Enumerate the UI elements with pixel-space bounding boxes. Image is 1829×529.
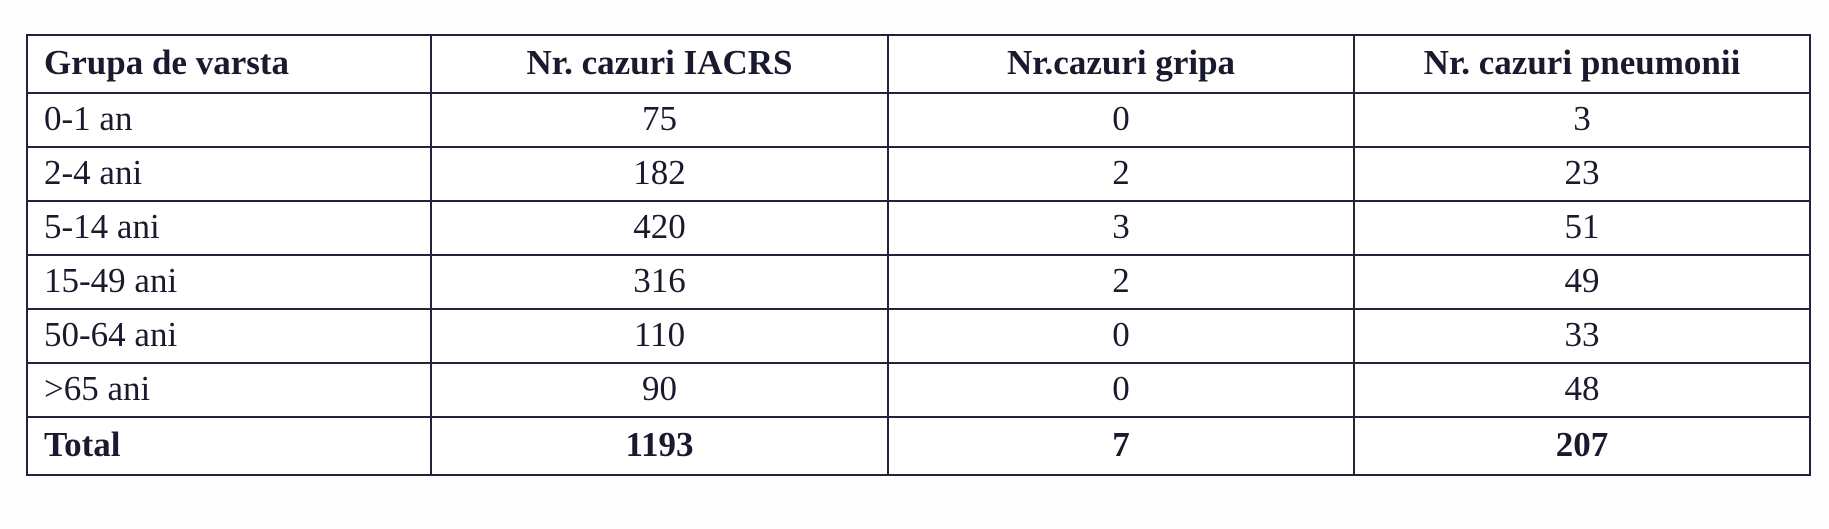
cell-gripa: 0 [888,93,1354,147]
cell-age-group: 2-4 ani [27,147,431,201]
cell-iacrs: 75 [431,93,888,147]
cell-total-pneumonii: 207 [1354,417,1810,475]
table-row [27,363,1810,417]
cell-age-group: 0-1 an [27,93,431,147]
cases-by-age-group-table [26,34,1811,476]
cell-age-group: 50-64 ani [27,309,431,363]
cell-gripa: 0 [888,363,1354,417]
column-header-pneumonii-label: Nr. cazuri pneumonii [1423,42,1741,82]
column-header-gripa-label: Nr.cazuri gripa [1006,42,1236,82]
cell-age-group: >65 ani [27,363,431,417]
table-header-row [27,35,1810,93]
cell-iacrs: 110 [431,309,888,363]
column-header-iacrs [431,35,888,93]
table-body [27,93,1810,475]
cell-iacrs: 90 [431,363,888,417]
column-header-iacrs-label: Nr. cazuri IACRS [526,42,793,82]
cell-gripa: 2 [888,255,1354,309]
table-header [27,35,1810,93]
cell-pneumonii: 3 [1354,93,1810,147]
cell-iacrs: 420 [431,201,888,255]
table-row [27,255,1810,309]
column-header-age-group-label: Grupa de varsta [44,42,289,82]
cell-total-iacrs: 1193 [431,417,888,475]
cell-gripa: 2 [888,147,1354,201]
cell-pneumonii: 33 [1354,309,1810,363]
table-row [27,147,1810,201]
column-header-pneumonii [1354,35,1810,93]
cell-age-group: 15-49 ani [27,255,431,309]
table-row [27,93,1810,147]
cell-iacrs: 316 [431,255,888,309]
table-row [27,201,1810,255]
cell-pneumonii: 48 [1354,363,1810,417]
column-header-gripa [888,35,1354,93]
cell-age-group: 5-14 ani [27,201,431,255]
cell-gripa: 0 [888,309,1354,363]
table-container [26,34,1809,476]
table-total-row [27,417,1810,475]
cell-gripa: 3 [888,201,1354,255]
column-header-age-group [27,35,431,93]
cell-total-gripa: 7 [888,417,1354,475]
cell-pneumonii: 51 [1354,201,1810,255]
cell-total-label: Total [27,417,431,475]
cell-iacrs: 182 [431,147,888,201]
cell-pneumonii: 49 [1354,255,1810,309]
cell-pneumonii: 23 [1354,147,1810,201]
table-row [27,309,1810,363]
